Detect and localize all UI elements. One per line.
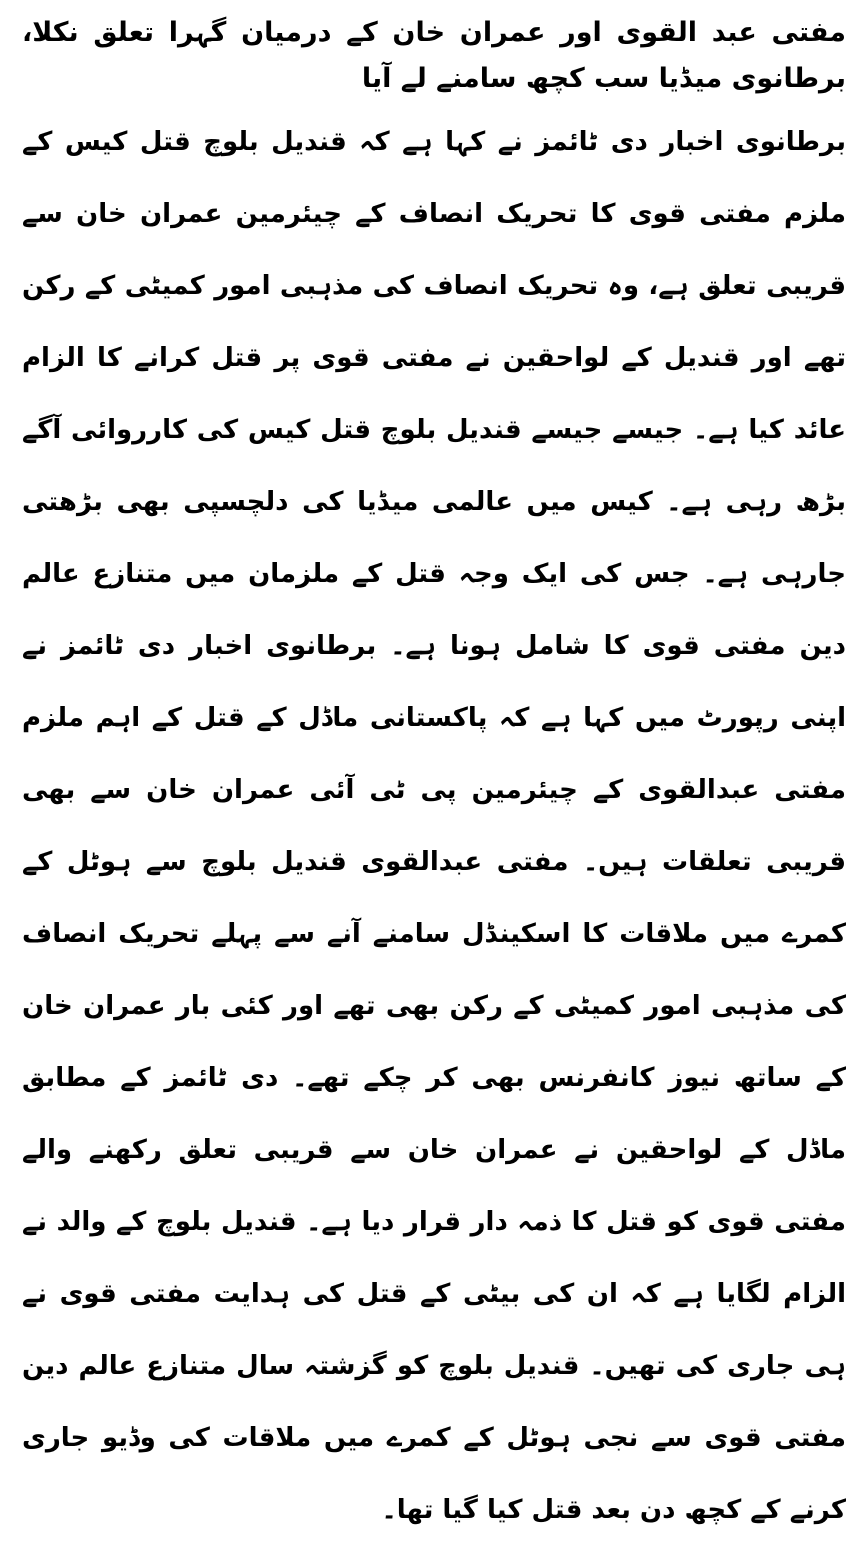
article-headline: مفتی عبد القوی اور عمران خان کے درمیان گہرا تعلق نکلا، برطانوی میڈیا سب کچھ سامنے لے آیا (22, 17, 846, 94)
article-body: برطانوی اخبار دی ٹائمز نے کہا ہے کہ قندیل بلوچ قتل کیس کے ملزم مفتی قوی کا تحریک انصاف کے چیئرمین عمران خان سے قریبی تعلق ہے، وہ تحریک انصاف کی مذہبی امور کمیٹی کے رکن تھے اور قندیل کے لواحقین نے مفتی قوی پر قتل کرانے کا الزام عائد کیا ہے۔ جیسے جیسے قندیل بلوچ قتل کیس کی کارروائی آگے بڑھ رہی ہے۔ کیس میں عالمی میڈیا کی دلچسپی بھی بڑھتی جارہی ہے۔ جس کی ایک وجہ قتل کے ملزمان میں متنازع عالم دین مفتی قوی کا شامل ہونا ہے۔ برطانوی اخبار دی ٹائمز نے اپنی رپورٹ میں کہا ہے کہ پاکستانی ماڈل کے قتل کے اہم ملزم مفتی عبدالقوی کے چیئرمین پی ٹی آئی عمران خان سے بھی قریبی تعلقات ہیں۔ مفتی عبدالقوی قندیل بلوچ سے ہوٹل کے کمرے میں ملاقات کا اسکینڈل سامنے آنے سے پہلے تحریک انصاف کی مذہبی امور کمیٹی کے رکن بھی تھے اور کئی بار عمران خان کے ساتھ نیوز کانفرنس بھی کر چکے تھے۔ دی ٹائمز کے مطابق ماڈل کے لواحقین نے عمران خان سے قریبی تعلق رکھنے والے مفتی قوی کو قتل کا ذمہ دار قرار دیا ہے۔ قندیل بلوچ کے والد نے الزام لگایا ہے کہ ان کی بیٹی کے قتل کی ہدایت مفتی قوی نے ہی جاری کی تھیں۔ قندیل بلوچ کو گزشتہ سال متنازع عالم دین مفتی قوی سے نجی ہوٹل کے کمرے میں ملاقات کی وڈیو جاری کرنے کے کچھ دن بعد قتل کیا گیا تھا۔ (22, 127, 846, 1525)
